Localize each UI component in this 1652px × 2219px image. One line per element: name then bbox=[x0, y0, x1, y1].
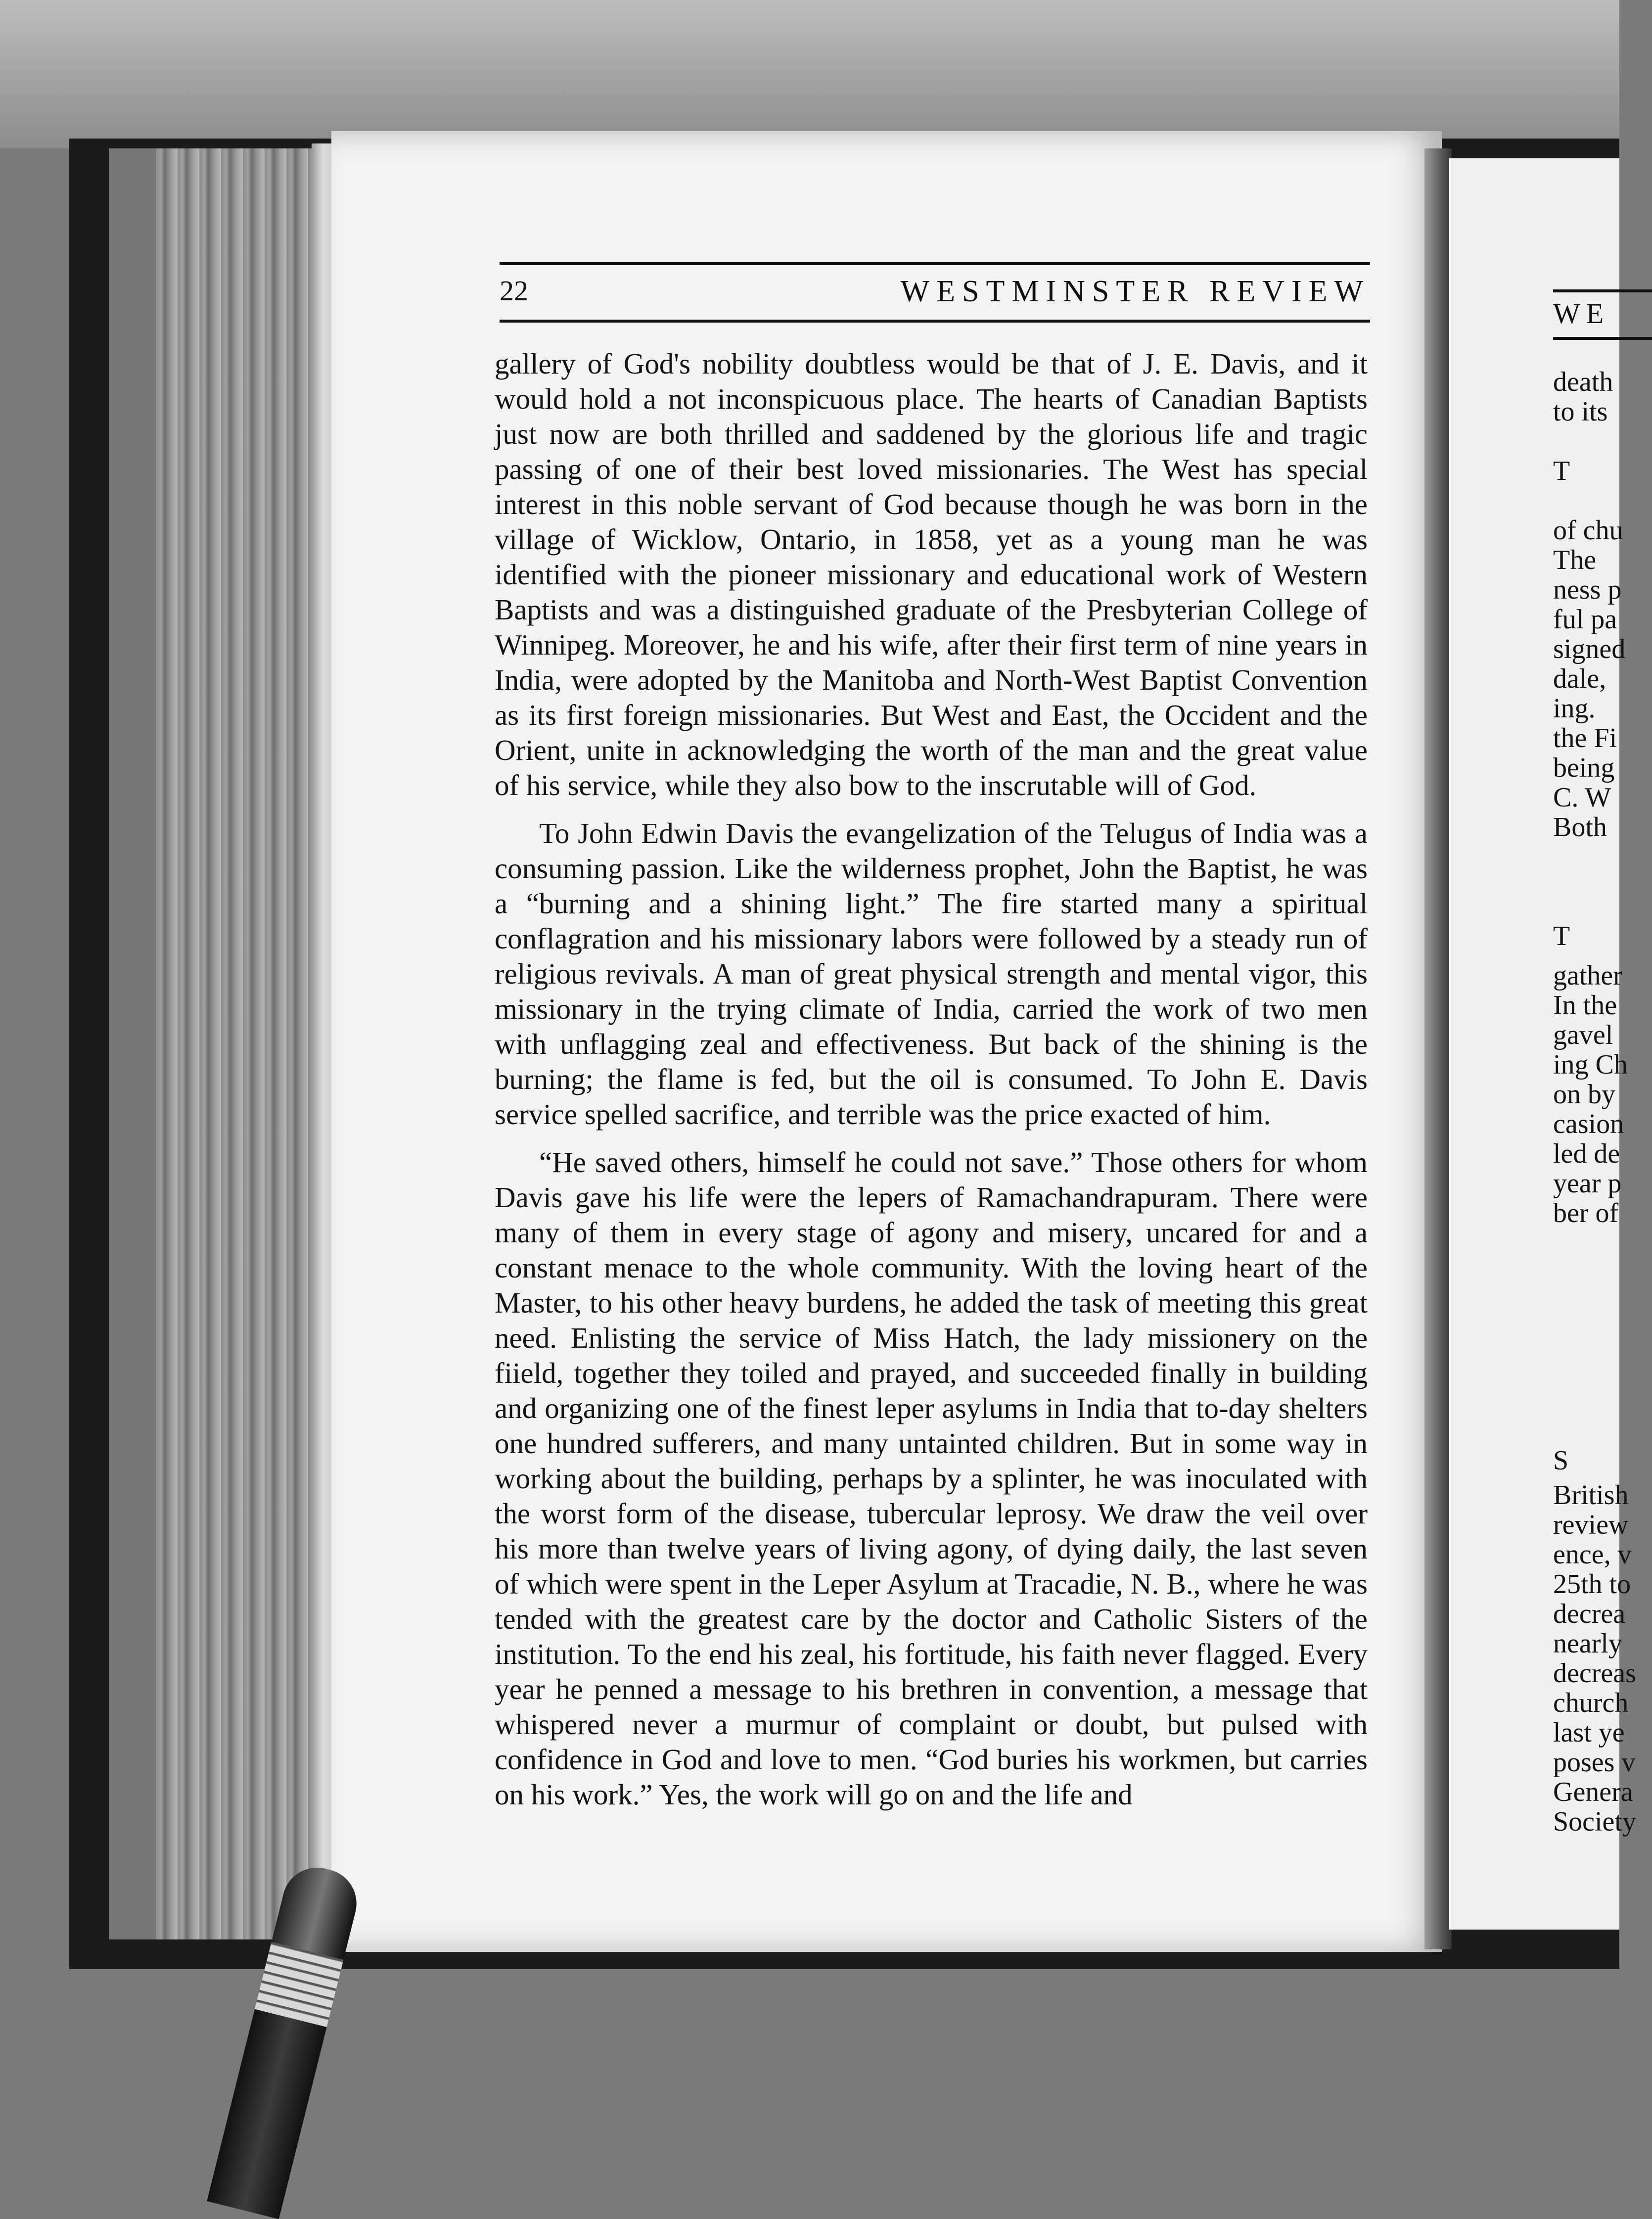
facing-page-line: church bbox=[1553, 1688, 1629, 1718]
facing-page-line: the Fi bbox=[1553, 723, 1617, 754]
facing-page-line: British bbox=[1553, 1480, 1629, 1511]
facing-page-line: ence, v bbox=[1553, 1539, 1632, 1570]
paragraph: gallery of God's nobility doubtless would be that of J. E. Davis, and it would hold a not inconspicuous place. The hearts of Canadian Baptists just now are both thrilled and saddened by the glorious life and tragic passing of one of their best loved missionaries. The West has special interest in this noble servant of God because though he was born in the village of Wicklow, Ontario, in 1858, yet as a young man he was identified with the pioneer missionary and educational work of Western Baptists and was a distinguished graduate of the Presbyterian College of Winnipeg. Moreover, he and his wife, after their first term of nine years in India, were adopted by the Manitoba and North-West Baptist Convention as its first foreign missionaries. But West and East, the Occident and the Orient, unite in acknowledging the worth of the man and the great value of his service, while they also bow to the inscrutable will of God. bbox=[495, 347, 1368, 802]
facing-page-line: The bbox=[1553, 545, 1597, 575]
facing-page-line: Both bbox=[1553, 812, 1607, 843]
facing-page-line: ness p bbox=[1553, 574, 1622, 605]
page-stack bbox=[156, 148, 334, 1939]
running-head bbox=[500, 262, 1370, 323]
facing-page-line: decrea bbox=[1553, 1599, 1626, 1629]
facing-page-line: Society bbox=[1553, 1806, 1636, 1837]
facing-page-line: nearly bbox=[1553, 1628, 1622, 1659]
facing-page-line: on by bbox=[1553, 1079, 1615, 1110]
facing-page-line: poses v bbox=[1553, 1747, 1636, 1778]
paragraph: To John Edwin Davis the evangelization of the Telugus of India was a consuming passion. Like the wilderness prophet, John the Baptist, he was a “burning and a shining light.” The fire started many a spiritual conflagration and his missionary labors were followed by a steady run of religious revivals. A man of great physical strength and mental vigor, this missionary in the trying climate of India, carried the work of two men with unflagging zeal and effectiveness. But back of the shining is the burning; the flame is fed, but the oil is consumed. To John E. Davis service spelled sacrifice, and terrible was the price exacted of him. bbox=[495, 817, 1368, 1131]
facing-page-line: Genera bbox=[1553, 1777, 1633, 1807]
paragraph: “He saved others, himself he could not save.” Those others for whom Davis gave his life were the lepers of Ramachandrapuram. There were many of them in every stage of agony and misery, uncared for and a constant menace to the whole community. With the loving heart of the Master, to his other heavy burdens, he added the task of meeting this great need. Enlisting the service of Miss Hatch, the lady missionery on the fiield, together they toiled and prayed, and succeeded finally in building and organizing one of the finest leper asylums in India that to-day shelters one hundred sufferers, and many untainted children. But in some way in working about the building, perhaps by a splinter, he was inoculated with the worst form of the disease, tubercular leprosy. We draw the veil over his more than twelve years of living agony, of dying daily, the last seven of which were spent in the Leper Asylum at Tracadie, N. B., where he was tended with the greatest care by the doctor and Catholic Sisters of the institution. To the end his zeal, his fortitude, his faith never flagged. Every year he penned a message to his brethren in convention, a message that whispered never a murmur of complaint or doubt, but pulsed with confidence in God and love to men. “God buries his workmen, but carries on his work.” Yes, the work will go on and the life and bbox=[495, 1146, 1368, 1811]
backdrop bbox=[0, 0, 1619, 148]
facing-page-line: year p bbox=[1553, 1168, 1622, 1199]
facing-page-line: T bbox=[1553, 456, 1570, 486]
facing-page-line: signed bbox=[1553, 634, 1626, 664]
facing-page-line: 25th to bbox=[1553, 1569, 1631, 1600]
facing-page-line: death bbox=[1553, 367, 1613, 397]
facing-page-line: gavel bbox=[1553, 1020, 1613, 1050]
facing-page-line: ing. bbox=[1553, 693, 1596, 724]
facing-page-line: gather bbox=[1553, 960, 1622, 991]
facing-page-line: dale, bbox=[1553, 663, 1606, 694]
pencil-shaft bbox=[207, 2009, 326, 2219]
facing-page-head: WE bbox=[1553, 289, 1652, 340]
page-edges bbox=[312, 143, 334, 1944]
facing-page-line: being bbox=[1553, 753, 1615, 783]
facing-page-line: In the bbox=[1553, 990, 1617, 1021]
facing-page-line: ful pa bbox=[1553, 604, 1617, 635]
facing-page-line: last ye bbox=[1553, 1717, 1625, 1748]
facing-page-line: casion bbox=[1553, 1109, 1624, 1139]
article-body bbox=[495, 346, 1368, 1825]
book-gutter bbox=[1424, 148, 1452, 1949]
book-board-edge bbox=[109, 148, 156, 1939]
journal-title: WESTMINSTER REVIEW bbox=[900, 275, 1370, 308]
facing-page-line: to its bbox=[1553, 396, 1608, 427]
facing-page-line: review bbox=[1553, 1510, 1629, 1540]
facing-page-line: decreas bbox=[1553, 1658, 1636, 1689]
facing-page-line: of chu bbox=[1553, 515, 1623, 546]
facing-page-line: ing Ch bbox=[1553, 1049, 1628, 1080]
facing-page-line: T bbox=[1553, 921, 1570, 951]
facing-page-line: ber of bbox=[1553, 1198, 1619, 1228]
facing-page-line: S bbox=[1553, 1445, 1569, 1476]
facing-page-line: led de bbox=[1553, 1138, 1620, 1169]
facing-page-line: C. W bbox=[1553, 782, 1611, 813]
page-number: 22 bbox=[500, 275, 528, 307]
